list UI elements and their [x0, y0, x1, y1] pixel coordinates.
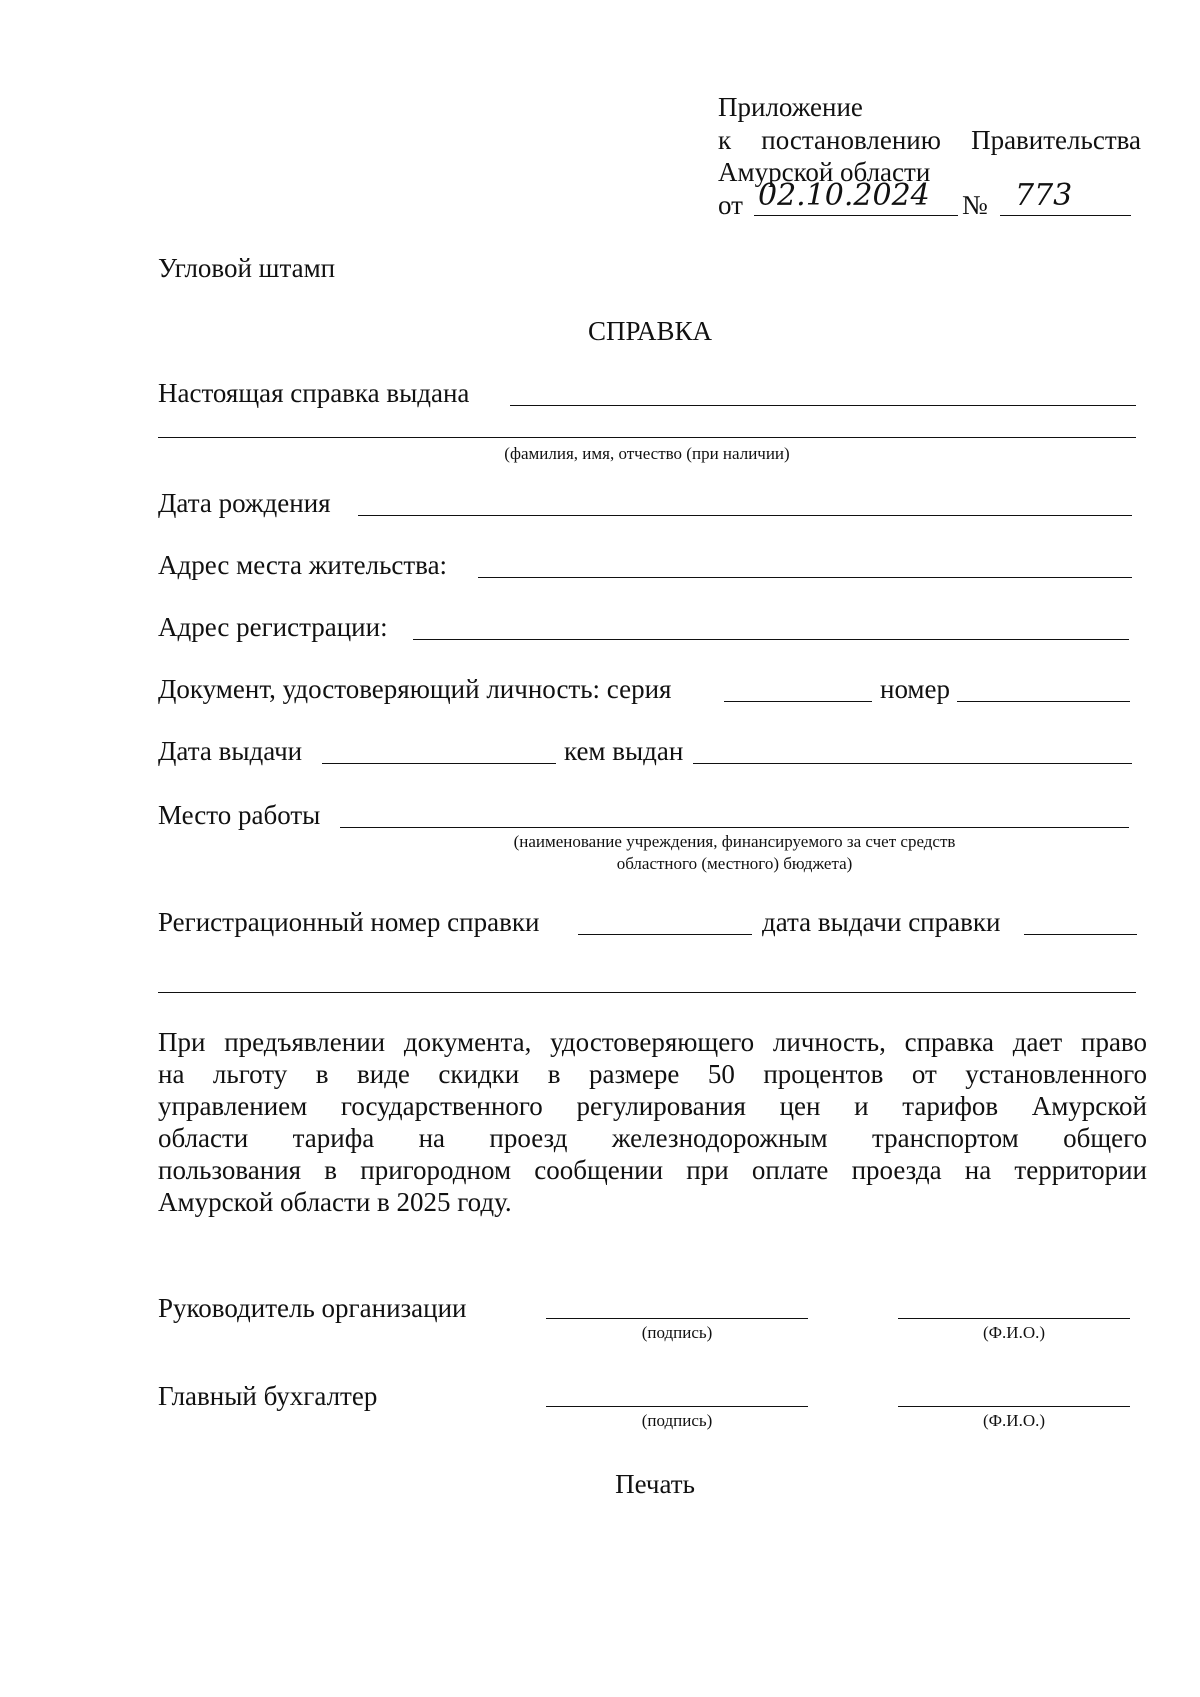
body-line-5: пользования в пригородном сообщении при оплате проезда на территории: [158, 1155, 1147, 1185]
extra-blank-line: [158, 992, 1136, 993]
workplace-label: Место работы: [158, 800, 321, 830]
body-line-1: При предъявлении документа, удостоверяющего личность, справка дает право: [158, 1027, 1147, 1057]
handwritten-number: 773: [1015, 178, 1073, 213]
seal-label: Печать: [615, 1469, 695, 1499]
residence-address-label: Адрес места жительства:: [158, 550, 448, 580]
issue-date-line: [322, 763, 556, 764]
id-series-line: [724, 701, 872, 702]
document-title: СПРАВКА: [587, 316, 713, 346]
accountant-fio-line: [898, 1406, 1130, 1407]
id-number-label: номер: [880, 674, 951, 704]
number-prefix: №: [962, 190, 988, 220]
issued-by-line: [693, 763, 1132, 764]
accountant-fio-caption: (Ф.И.О.): [982, 1411, 1046, 1430]
number-underline: [1000, 215, 1131, 216]
body-line-4: области тарифа на проезд железнодорожным транспортом общего: [158, 1123, 1147, 1153]
appendix-decree: к постановлению Правительства: [718, 125, 1141, 155]
handwritten-date: 02.10.2024: [758, 178, 930, 213]
id-number-line: [957, 701, 1130, 702]
accountant-signature-caption: (подпись): [641, 1411, 713, 1430]
date-underline: [754, 215, 958, 216]
cert-date-label: дата выдачи справки: [762, 907, 1001, 937]
appendix-label: Приложение: [718, 92, 863, 122]
body-line-3: управлением государственного регулирования цен и тарифов Амурской: [158, 1091, 1147, 1121]
body-line-6: Амурской области в 2025 году.: [158, 1187, 512, 1217]
chief-accountant-label: Главный бухгалтер: [158, 1381, 378, 1411]
workplace-caption-2: областного (местного) бюджета): [616, 854, 853, 873]
issued-to-label: Настоящая справка выдана: [158, 378, 470, 408]
appendix-region: Амурской области: [718, 157, 931, 187]
id-document-label: Документ, удостоверяющий личность: серия: [158, 674, 672, 704]
issued-to-line: [510, 405, 1136, 406]
issued-by-label: кем выдан: [564, 736, 684, 766]
cert-date-line: [1024, 934, 1137, 935]
birth-date-line: [358, 515, 1132, 516]
reg-number-line: [578, 934, 752, 935]
corner-stamp-label: Угловой штамп: [158, 253, 336, 283]
head-signature-line: [546, 1318, 808, 1319]
workplace-caption-1: (наименование учреждения, финансируемого за счет средств: [513, 832, 956, 851]
workplace-line: [340, 827, 1129, 828]
date-prefix: от: [718, 190, 743, 220]
body-line-2: на льготу в виде скидки в размере 50 процентов от установленного: [158, 1059, 1147, 1089]
birth-date-label: Дата рождения: [158, 488, 331, 518]
accountant-signature-line: [546, 1406, 808, 1407]
head-of-organization-label: Руководитель организации: [158, 1293, 467, 1323]
registration-address-label: Адрес регистрации:: [158, 612, 388, 642]
fio-caption: (фамилия, имя, отчество (при наличии): [504, 444, 790, 463]
head-signature-caption: (подпись): [641, 1323, 713, 1342]
issue-date-label: Дата выдачи: [158, 736, 303, 766]
reg-number-label: Регистрационный номер справки: [158, 907, 540, 937]
registration-address-line: [413, 639, 1129, 640]
head-fio-line: [898, 1318, 1130, 1319]
residence-address-line: [478, 577, 1132, 578]
head-fio-caption: (Ф.И.О.): [982, 1323, 1046, 1342]
fio-line: [158, 437, 1136, 438]
